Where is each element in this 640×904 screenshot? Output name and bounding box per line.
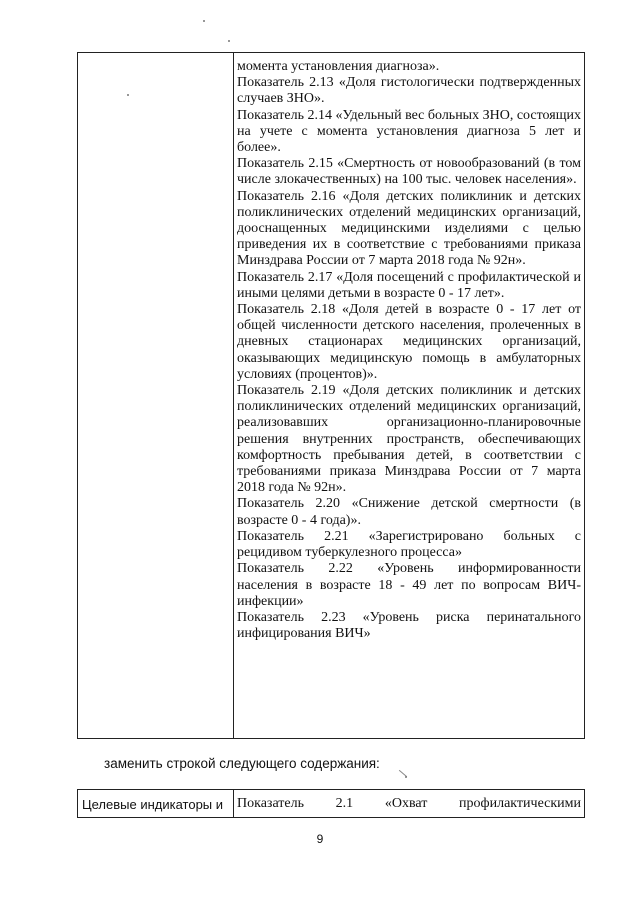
page-number: 9 <box>316 832 324 846</box>
indicator-2-19: Показатель 2.19 «Доля детских поликлиник и детских поликлинических отделений медицинских организаций, реализовавших организационно-планировочные решения внутренних пространств, обеспечивающих комфортность пребывания детей, в соответствии с требованиями приказа Минздрава России от 7 марта 2018 года № 92н». <box>237 383 581 496</box>
indicator-2-21: Показатель 2.21 «Зарегистрировано больных с рецидивом туберкулезного процесса» <box>237 528 581 561</box>
new-row-left-cell: Целевые индикаторы и <box>82 797 224 812</box>
indicator-2-22: Показатель 2.22 «Уровень информированности населения в возрасте 18 - 49 лет по вопросам ВИЧ-инфекции» <box>237 561 581 609</box>
indicator-2-16: Показатель 2.16 «Доля детских поликлиник и детских поликлинических отделений медицинских организаций, дооснащенных медицинскими изделиями с целью приведения их в соответствие с требованиями приказа Минздрава России от 7 марта 2018 года № 92н». <box>237 188 581 269</box>
indicator-2-23: Показатель 2.23 «Уровень риска перинатального инфицирования ВИЧ» <box>237 609 581 642</box>
indicator-2-18: Показатель 2.18 «Доля детей в возрасте 0 - 17 лет от общей численности детского населения, пролеченных в дневных стационарах медицинских организаций, оказывающих медицинскую помощь в амбулаторных условиях (процентов)». <box>237 302 581 382</box>
scan-speck <box>203 20 205 22</box>
indicator-2-15: Показатель 2.15 «Смертность от новообразований (в том числе злокачественных) на 100 тыс. человек населения». <box>237 156 581 188</box>
scan-speck <box>127 94 129 96</box>
indicator-2-20: Показатель 2.20 «Снижение детской смертности (в возрасте 0 - 4 года)». <box>237 496 581 528</box>
scan-speck <box>228 40 230 42</box>
indicator-2-13: Показатель 2.13 «Доля гистологически подтвержденных случаев ЗНО». <box>237 75 581 107</box>
scan-speck <box>405 776 407 778</box>
indicators-table <box>77 52 585 739</box>
indicators-cell <box>237 59 581 642</box>
column-divider <box>233 53 234 738</box>
indicator-text: момента установления диагноза». <box>237 59 440 74</box>
new-row-right-cell: Показатель 2.1 «Охват профилактическими <box>237 796 581 811</box>
indicator-2-14: Показатель 2.14 «Удельный вес больных ЗНО, состоящих на учете с момента установления диагноза 5 лет и более». <box>237 107 581 156</box>
replace-instruction: заменить строкой следующего содержания: <box>104 756 380 771</box>
new-row-table <box>77 789 585 818</box>
indicator-2-17: Показатель 2.17 «Доля посещений с профилактической и иными целями детьми в возрасте 0 - 17 лет». <box>237 269 581 301</box>
column-divider <box>233 790 234 817</box>
